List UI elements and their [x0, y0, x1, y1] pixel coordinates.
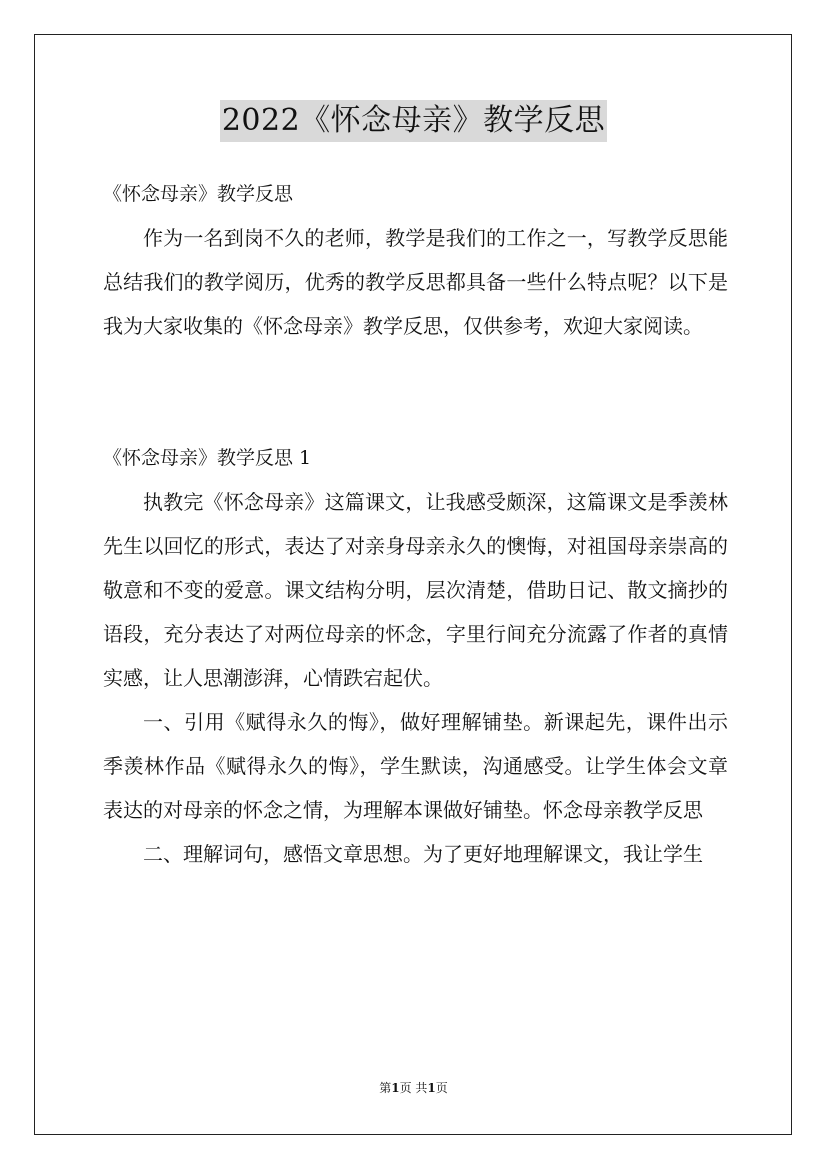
body-paragraph: 二、理解词句，感悟文章思想。为了更好地理解课文，我让学生	[143, 842, 703, 866]
page-prefix: 第	[379, 1081, 392, 1095]
intro-paragraph: 作为一名到岗不久的老师，教学是我们的工作之一，写教学反思能总结我们的教学阅历，优秀的教学反思都具备一些什么特点呢？以下是我为大家收集的《怀念母亲》教学反思，仅供参考，欢迎大家阅读。	[103, 226, 728, 338]
body-paragraph: 执教完《怀念母亲》这篇课文，让我感受颇深，这篇课文是季羡林先生以回忆的形式，表达了对亲身母亲永久的懊悔，对祖国母亲崇高的敬意和不变的爱意。课文结构分明，层次清楚，借助日记、散文摘抄的语段，充分表达了对两位母亲的怀念，字里行间充分流露了作者的真情实感，让人思潮澎湃，心情跌宕起伏。	[103, 490, 728, 690]
page-footer	[0, 1080, 827, 1096]
body-paragraph: 一、引用《赋得永久的悔》，做好理解铺垫。新课起先，课件出示季羡林作品《赋得永久的悔》，学生默读，沟通感受。让学生体会文章表达的对母亲的怀念之情，为理解本课做好铺垫。怀念母亲教学反思	[103, 710, 728, 822]
page-mid: 页 共	[399, 1081, 428, 1095]
total-page-number: 1	[427, 1081, 436, 1095]
page-suffix: 页	[435, 1081, 448, 1095]
document-title: 2022《怀念母亲》教学反思	[220, 100, 607, 142]
section-heading: 《怀念母亲》教学反思 1	[103, 447, 312, 469]
document-body	[103, 172, 728, 876]
section-spacer	[103, 348, 728, 436]
title-container	[0, 100, 827, 142]
subtitle-heading: 《怀念母亲》教学反思	[103, 183, 294, 205]
current-page-number: 1	[391, 1081, 400, 1095]
